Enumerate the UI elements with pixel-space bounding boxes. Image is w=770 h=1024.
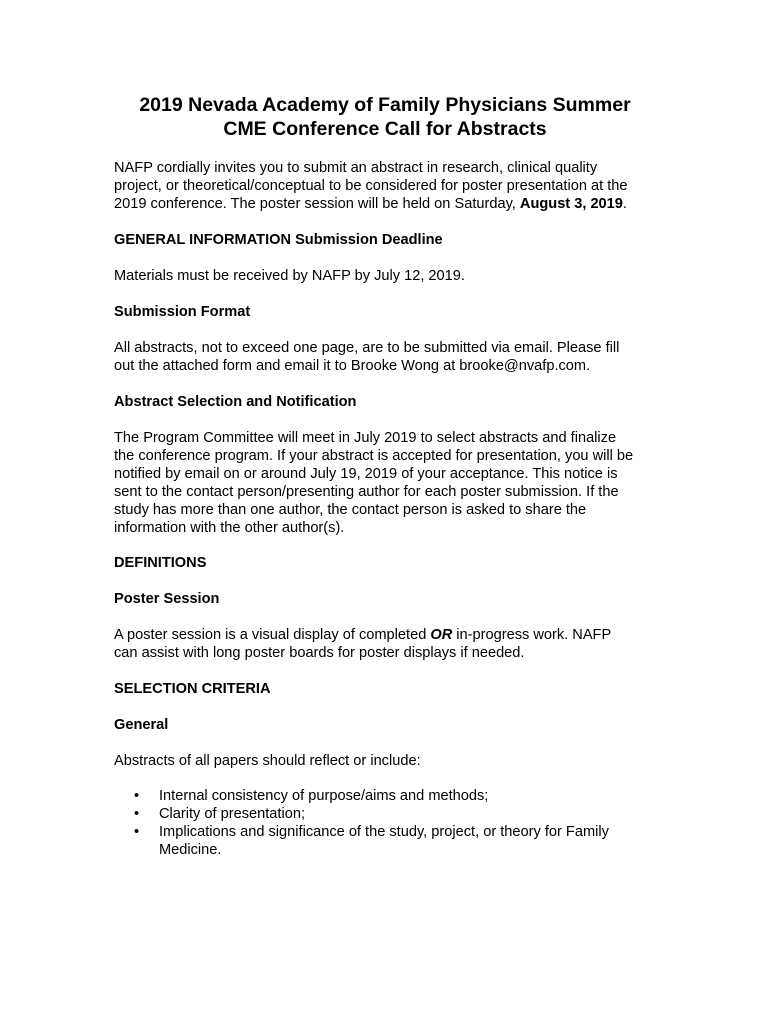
deadline-text: Materials must be received by NAFP by July 12, 2019. (114, 268, 465, 284)
criteria-bullet-list (114, 787, 674, 859)
list-item-text: Internal consistency of purpose/aims and methods; (159, 788, 489, 804)
general-paragraph (114, 752, 674, 770)
emphasis-or: OR (430, 627, 453, 643)
poster-session-heading: Poster Session (114, 591, 220, 607)
poster-session-paragraph (114, 626, 674, 662)
bullet-icon: • (134, 788, 140, 804)
list-item-text-line-2: Medicine. (159, 842, 222, 858)
deadline-paragraph (114, 267, 674, 285)
title-line-1: 2019 Nevada Academy of Family Physicians Summer (139, 94, 631, 116)
list-item-text-line-1: Implications and significance of the study, project, or theory for Family (159, 824, 609, 840)
intro-line-3-prefix: 2019 conference. The poster session will be held on Saturday, (114, 196, 520, 212)
submission-format-heading: Submission Format (114, 304, 251, 320)
selection-criteria-heading: SELECTION CRITERIA (114, 681, 271, 697)
list-item-text: Clarity of presentation; (159, 806, 306, 822)
poster-session-line-1-prefix: A poster session is a visual display of completed (114, 627, 431, 643)
abstract-selection-paragraph (114, 429, 674, 537)
abstract-selection-line-6: information with the other author(s). (114, 520, 345, 536)
abstract-selection-line-3: notified by email on or around July 19, 2019 of your acceptance. This notice is (114, 466, 618, 482)
list-item (114, 823, 674, 859)
abstract-selection-line-1: The Program Committee will meet in July 2019 to select abstracts and finalize (114, 430, 617, 446)
intro-paragraph (114, 159, 674, 213)
intro-line-1: NAFP cordially invites you to submit an abstract in research, clinical quality (114, 160, 598, 176)
general-text: Abstracts of all papers should reflect or include: (114, 753, 421, 769)
abstract-selection-line-2: the conference program. If your abstract is accepted for presentation, you will be (114, 448, 634, 464)
list-item (114, 805, 674, 823)
intro-line-2: project, or theoretical/conceptual to be considered for poster presentation at the (114, 178, 628, 194)
submission-format-line-1: All abstracts, not to exceed one page, are to be submitted via email. Please fill (114, 340, 620, 356)
poster-session-date: August 3, 2019 (519, 196, 623, 212)
abstract-selection-line-4: sent to the contact person/presenting author for each poster submission. If the (114, 484, 619, 500)
list-item (114, 787, 674, 805)
abstract-selection-heading: Abstract Selection and Notification (114, 394, 357, 410)
abstract-selection-line-5: study has more than one author, the contact person is asked to share the (114, 502, 587, 518)
submission-format-line-2: out the attached form and email it to Brooke Wong at brooke@nvafp.com. (114, 358, 591, 374)
submission-format-paragraph (114, 339, 674, 375)
general-heading: General (114, 717, 169, 733)
poster-session-line-1 (114, 626, 674, 644)
document-title (100, 93, 670, 141)
bullet-icon: • (134, 806, 140, 822)
bullet-icon: • (134, 824, 140, 840)
poster-session-line-2: can assist with long poster boards for poster displays if needed. (114, 645, 525, 661)
intro-line-3 (114, 195, 674, 213)
general-information-heading: GENERAL INFORMATION Submission Deadline (114, 232, 443, 248)
intro-line-3-suffix: . (622, 196, 627, 212)
definitions-heading: DEFINITIONS (114, 555, 207, 571)
poster-session-line-1-suffix: in-progress work. NAFP (452, 627, 612, 643)
title-line-2: CME Conference Call for Abstracts (223, 118, 547, 140)
